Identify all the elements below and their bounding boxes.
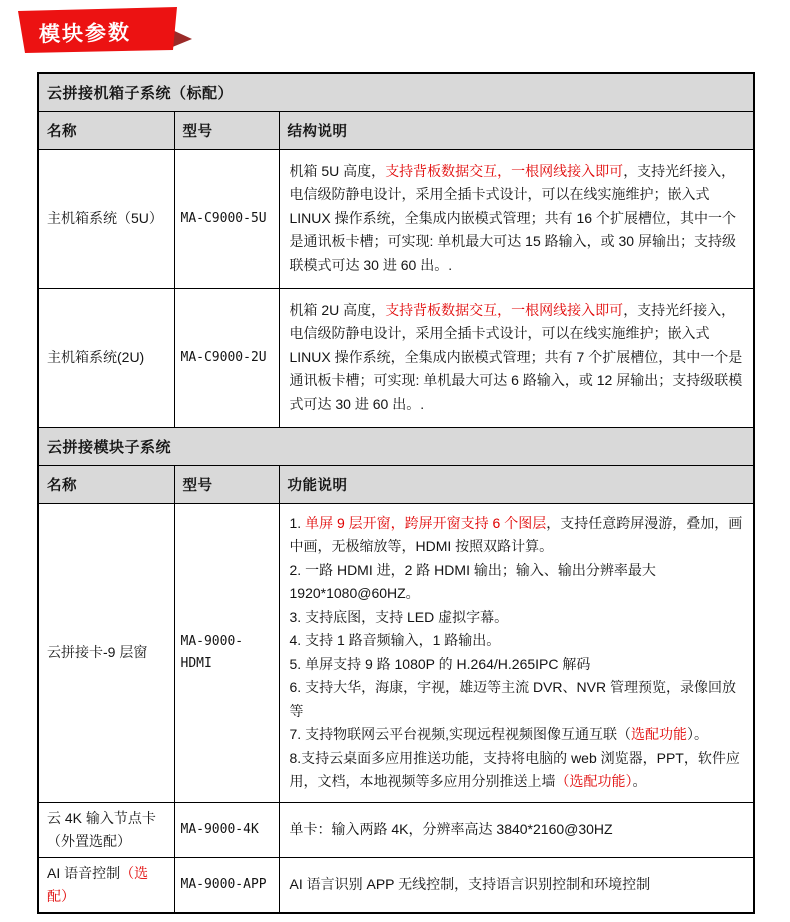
desc-paragraph <box>290 676 744 723</box>
column-header: 名称 <box>38 465 174 503</box>
column-header: 型号 <box>174 111 279 149</box>
desc-highlight: 支持背板数据交互，一根网线接入即可 <box>385 301 624 318</box>
desc-paragraph <box>290 653 744 677</box>
model-cell: MA-9000-APP <box>174 857 279 913</box>
desc-text: ，支持任意跨屏漫游，叠加，画中画，无极缩放等，HDMI 按照双路计算。 <box>289 514 743 554</box>
model-cell: MA-9000-HDMI <box>174 503 279 802</box>
desc-paragraph <box>290 629 744 653</box>
name-highlight: （选配） <box>47 864 149 904</box>
table-row <box>38 503 754 802</box>
name-text: 主机箱系统(2U) <box>47 349 145 365</box>
desc-text: ，支持光纤接入，电信级防静电设计，采用全插卡式设计，可以在线实施维护；嵌入式 LINUX 操作系统，全集成内嵌模式管理；共有 7 个扩展槽位，其中一个是通讯板卡槽；可实现: 单机最大可达 6 路输入，或 12 屏输出；支持级联模式可达 30 进 60 出。. <box>289 301 743 412</box>
model-cell: MA-C9000-5U <box>174 149 279 288</box>
column-header: 型号 <box>174 465 279 503</box>
desc-highlight: （选配功能） <box>555 773 633 789</box>
banner <box>0 0 210 64</box>
column-header: 结构说明 <box>279 111 754 149</box>
desc-text: 机箱 5U 高度， <box>289 162 386 179</box>
desc-text: ，支持光纤接入，电信级防静电设计，采用全插卡式设计，可以在线实施维护；嵌入式 LINUX 操作系统，全集成内嵌模式管理；共有 16 个扩展槽位，其中一个是通讯板卡槽；可实现: 单机最大可达 15 路输入，或 30 屏输出；支持级联模式可达 30 进 60 出。. <box>289 162 736 273</box>
desc-text: 7. 支持物联网云平台视频,实现远程视频图像互通互联（ <box>289 726 631 742</box>
desc-text: 2. 一路 HDMI 进，2 路 HDMI 输出；输入、输出分辨率最大 1920*1080@60HZ。 <box>289 561 656 601</box>
desc-cell <box>279 857 754 913</box>
desc-paragraph <box>290 818 744 842</box>
desc-cell <box>279 149 754 288</box>
desc-text: 单卡：输入两路 4K，分辨率高达 3840*2160@30HZ <box>289 820 613 837</box>
desc-paragraph <box>290 559 744 606</box>
column-header-row <box>38 111 754 149</box>
section-header: 云拼接机箱子系统（标配） <box>38 73 754 111</box>
desc-paragraph <box>290 606 744 630</box>
desc-paragraph <box>290 512 744 559</box>
desc-text: 5. 单屏支持 9 路 1080P 的 H.264/H.265IPC 解码 <box>289 655 591 672</box>
column-header: 名称 <box>38 111 174 149</box>
name-cell <box>38 149 174 288</box>
name-cell <box>38 503 174 802</box>
desc-paragraph <box>290 299 744 417</box>
desc-text: 8.支持云桌面多应用推送功能，支持将电脑的 web 浏览器，PPT，软件应用，文档，本地视频等多应用分别推送上墙 <box>289 749 740 789</box>
section-header: 云拼接模块子系统 <box>38 427 754 465</box>
desc-text: 。 <box>632 773 647 789</box>
desc-cell <box>279 503 754 802</box>
module-spec-table <box>37 72 755 914</box>
desc-cell <box>279 288 754 427</box>
desc-text: AI 语言识别 APP 无线控制，支持语言识别控制和环境控制 <box>289 875 651 892</box>
name-cell <box>38 857 174 913</box>
column-header-row <box>38 465 754 503</box>
table-row <box>38 149 754 288</box>
desc-paragraph <box>290 160 744 278</box>
desc-paragraph <box>290 873 744 897</box>
desc-text: 3. 支持底图，支持 LED 虚拟字幕。 <box>289 608 509 625</box>
desc-paragraph <box>290 747 744 794</box>
desc-text: 1. <box>289 514 306 531</box>
column-header: 功能说明 <box>279 465 754 503</box>
model-cell: MA-9000-4K <box>174 802 279 857</box>
desc-text: 机箱 2U 高度， <box>289 301 386 318</box>
table-row <box>38 288 754 427</box>
name-text: 主机箱系统（5U） <box>47 210 163 226</box>
name-text: AI 语音控制 <box>47 864 121 881</box>
name-text: 云拼接卡-9 层窗 <box>47 644 148 660</box>
desc-highlight: 单屏 9 层开窗，跨屏开窗支持 6 个图层 <box>305 514 547 531</box>
desc-highlight: 选配功能 <box>630 726 687 742</box>
section-header-row <box>38 427 754 465</box>
desc-text: 6. 支持大华，海康，宇视，雄迈等主流 DVR、NVR 管理预览，录像回放等 <box>289 679 736 719</box>
desc-paragraph <box>290 723 744 747</box>
model-cell: MA-C9000-2U <box>174 288 279 427</box>
section-header-row <box>38 73 754 111</box>
desc-text: ）。 <box>686 726 708 742</box>
table-row <box>38 857 754 913</box>
module-spec-table-body <box>38 73 754 913</box>
name-cell <box>38 288 174 427</box>
name-cell <box>38 802 174 857</box>
name-text: 云 4K 输入节点卡（外置选配） <box>47 809 156 849</box>
desc-text: 4. 支持 1 路音频输入，1 路输出。 <box>289 632 501 648</box>
table-row <box>38 802 754 857</box>
desc-highlight: 支持背板数据交互，一根网线接入即可 <box>385 162 624 179</box>
desc-cell <box>279 802 754 857</box>
banner-title: 模块参数 <box>38 21 132 47</box>
